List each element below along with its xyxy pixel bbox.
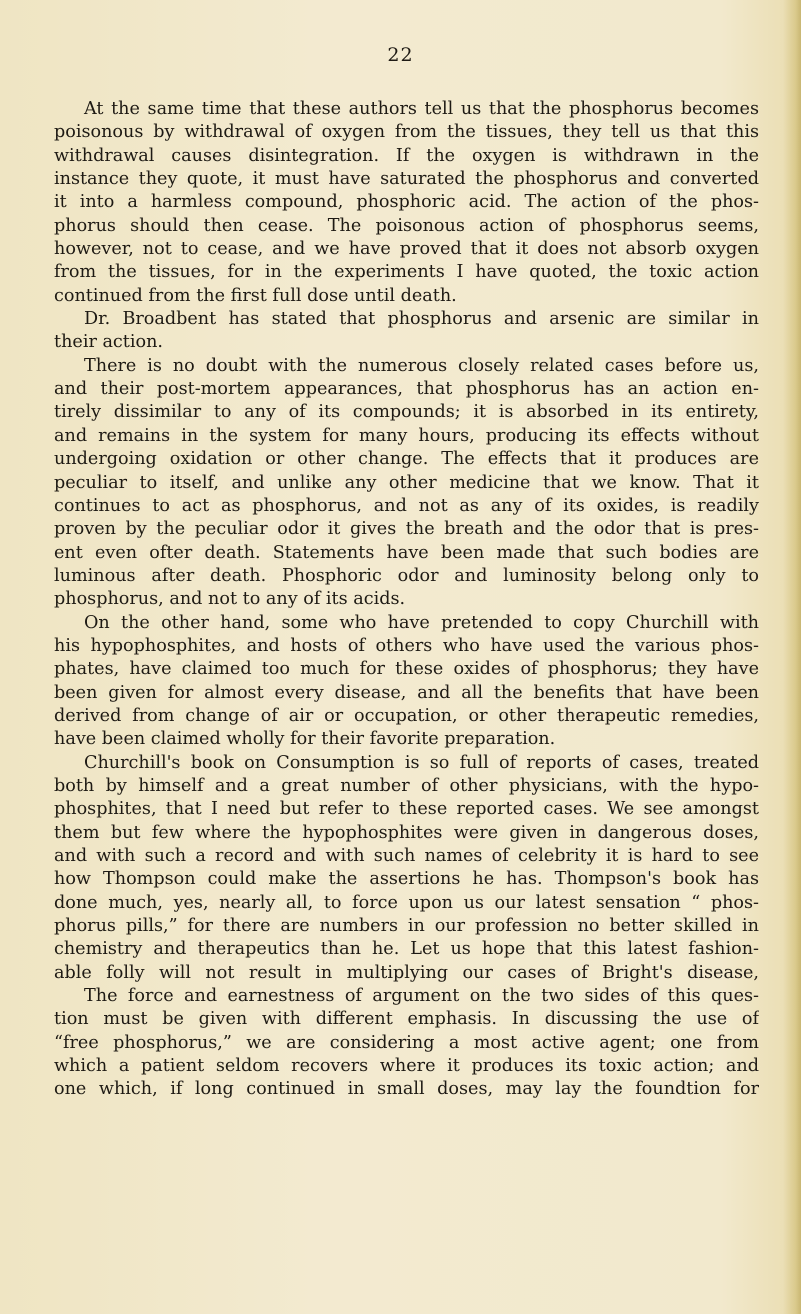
text-line: At the same time that these authors tell us that the phosphorus becomes [84,99,759,119]
text-line: Dr. Broadbent has stated that phosphorus and arsenic are similar in [84,309,759,330]
text-line: them but few where the hypophosphites were given in dangerous doses, [54,822,759,843]
text-line: his hypophosphites, and hosts of others who have used the various phos- [54,635,759,656]
text-line: continued from the first full dose until death. [54,285,457,306]
text-line: phosphites, that I need but refer to these reported cases. We see amongst [54,799,759,820]
body-text [54,98,759,1102]
page-edge-shading [783,0,801,1314]
text-line: from the tissues, for in the experiments I have quoted, the toxic action [54,262,759,283]
text-line: both by himself and a great number of other physicians, with the hypo- [54,775,759,796]
text-line: which a patient seldom recovers where it produces its toxic action; and [54,1056,759,1077]
text-line: one which, if long continued in small doses, may lay the foundtion for [54,1079,759,1100]
text-line: On the other hand, some who have pretended to copy Churchill with [84,612,759,633]
text-line: their action. [54,332,163,353]
text-line: phorus pills,” for there are numbers in our profession no better skilled in [54,916,759,937]
text-line: withdrawal causes disintegration. If the oxygen is withdrawn in the [54,145,759,166]
text-line: undergoing oxidation or other change. The effects that it produces are [54,449,759,470]
text-line: and with such a record and with such names of celebrity it is hard to see [54,846,759,866]
text-line: There is no doubt with the numerous closely related cases before us, [84,355,759,376]
text-line: it into a harmless compound, phosphoric acid. The action of the phos- [54,192,759,213]
page-number: 22 [387,44,414,66]
text-line: been given for almost every disease, and all the benefits that have been [54,682,759,703]
text-line: have been claimed wholly for their favorite preparation. [54,729,556,750]
text-line: and their post-mortem appearances, that phosphorus has an action en- [54,379,759,400]
text-line: “free phosphorus,” we are considering a most active agent; one from [54,1032,759,1053]
text-line: and remains in the system for many hours, producing its effects without [54,425,759,446]
text-line: tion must be given with different emphasis. In discussing the use of [54,1009,759,1030]
text-line: luminous after death. Phosphoric odor and luminosity belong only to [54,565,759,586]
text-line: peculiar to itself, and unlike any other medicine that we know. That it [54,472,759,493]
text-line: derived from change of air or occupation, or other therapeutic remedies, [54,705,759,726]
text-line: ent even ofter death. Statements have been made that such bodies are [54,542,759,563]
text-line: however, not to cease, and we have proved that it does not absorb oxygen [54,239,759,260]
text-line: proven by the peculiar odor it gives the breath and the odor that is pres- [54,519,759,540]
text-line: done much, yes, nearly all, to force upon us our latest sensation “ phos- [54,892,759,913]
text-line: able folly will not result in multiplying our cases of Bright's disease, [54,962,759,983]
text-line: chemistry and therapeutics than he. Let us hope that this latest fashion- [54,939,759,960]
text-line: phates, have claimed too much for these oxides of phosphorus; they have [54,659,759,680]
text-line: phorus should then cease. The poisonous action of phosphorus seems, [54,215,759,236]
text-line: continues to act as phosphorus, and not as any of its oxides, is readily [54,495,759,516]
text-line: instance they quote, it must have saturated the phosphorus and converted [54,169,759,190]
text-line: tirely dissimilar to any of its compounds; it is absorbed in its entirety, [54,402,759,423]
text-line: phosphorus, and not to any of its acids. [54,589,406,610]
text-line: poisonous by withdrawal of oxygen from the tissues, they tell us that this [54,122,759,143]
text-line: Churchill's book on Consumption is so full of reports of cases, treated [84,752,759,773]
text-line: The force and earnestness of argument on the two sides of this ques- [84,986,759,1007]
text-line: how Thompson could make the assertions he has. Thompson's book has [54,869,759,890]
